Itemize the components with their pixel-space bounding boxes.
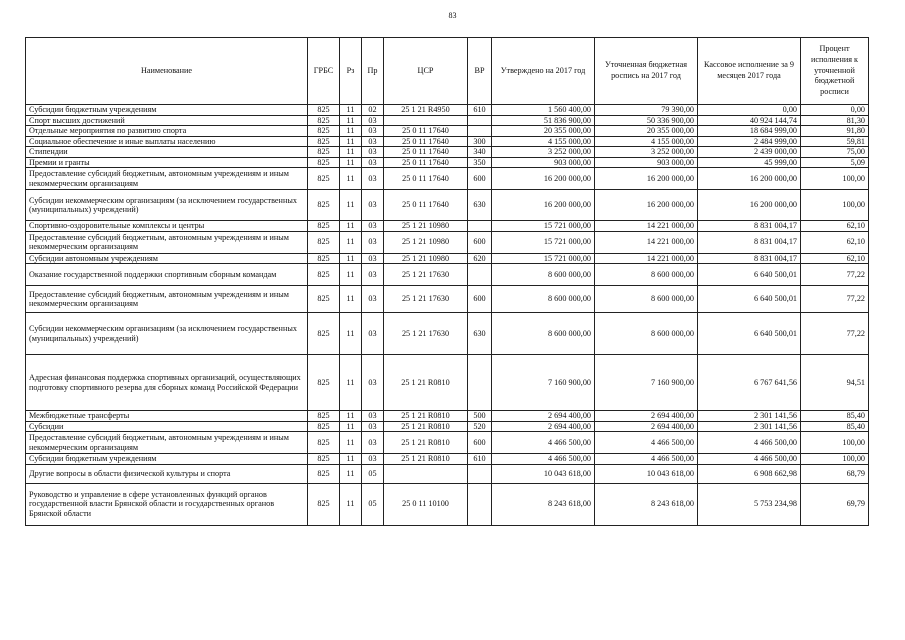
row-grbs: 825 — [308, 190, 340, 221]
row-rz: 11 — [340, 313, 362, 355]
row-grbs: 825 — [308, 105, 340, 116]
row-grbs: 825 — [308, 231, 340, 253]
row-revised: 3 252 000,00 — [595, 147, 698, 158]
row-percent: 75,00 — [801, 147, 869, 158]
header-rz: Рз — [340, 38, 362, 105]
row-cash: 18 684 999,00 — [698, 126, 801, 137]
table-row — [26, 126, 869, 137]
row-vr: 630 — [468, 313, 492, 355]
row-grbs: 825 — [308, 355, 340, 411]
row-rz: 11 — [340, 221, 362, 232]
row-name: Премии и гранты — [26, 157, 308, 168]
row-csr: 25 1 21 R0810 — [384, 432, 468, 454]
row-approved: 4 155 000,00 — [492, 136, 595, 147]
table-row — [26, 411, 869, 422]
row-rz: 11 — [340, 264, 362, 286]
row-pr: 03 — [362, 313, 384, 355]
row-cash: 6 767 641,56 — [698, 355, 801, 411]
row-name: Другие вопросы в области физической культуры и спорта — [26, 464, 308, 483]
row-vr — [468, 115, 492, 126]
row-cash: 8 831 004,17 — [698, 231, 801, 253]
row-name: Предоставление субсидий бюджетным, автономным учреждениям и иным некоммерческим организациям — [26, 168, 308, 190]
row-grbs: 825 — [308, 432, 340, 454]
row-csr — [384, 115, 468, 126]
row-approved: 4 466 500,00 — [492, 454, 595, 465]
row-approved: 8 600 000,00 — [492, 286, 595, 313]
row-cash: 16 200 000,00 — [698, 168, 801, 190]
row-vr — [468, 355, 492, 411]
row-csr: 25 1 21 R0810 — [384, 421, 468, 432]
row-rz: 11 — [340, 126, 362, 137]
row-approved: 15 721 000,00 — [492, 253, 595, 264]
row-pr: 03 — [362, 136, 384, 147]
row-name: Оказание государственной поддержки спортивным сборным командам — [26, 264, 308, 286]
row-vr: 350 — [468, 157, 492, 168]
row-revised: 7 160 900,00 — [595, 355, 698, 411]
table-row — [26, 264, 869, 286]
row-name: Спорт высших достижений — [26, 115, 308, 126]
row-vr — [468, 126, 492, 137]
table-row — [26, 464, 869, 483]
header-percent: Процент исполнения к уточненной бюджетной росписи — [801, 38, 869, 105]
row-cash: 8 831 004,17 — [698, 221, 801, 232]
row-pr: 03 — [362, 421, 384, 432]
row-rz: 11 — [340, 464, 362, 483]
row-csr: 25 1 21 10980 — [384, 253, 468, 264]
row-approved: 16 200 000,00 — [492, 190, 595, 221]
row-pr: 03 — [362, 264, 384, 286]
table-row — [26, 168, 869, 190]
row-name: Предоставление субсидий бюджетным, автономным учреждениям и иным некоммерческим организациям — [26, 231, 308, 253]
row-percent: 85,40 — [801, 411, 869, 422]
row-percent: 69,79 — [801, 483, 869, 525]
row-pr: 03 — [362, 147, 384, 158]
row-percent: 100,00 — [801, 190, 869, 221]
row-csr: 25 1 21 R4950 — [384, 105, 468, 116]
row-percent: 59,81 — [801, 136, 869, 147]
row-rz: 11 — [340, 190, 362, 221]
row-vr: 610 — [468, 105, 492, 116]
row-vr: 630 — [468, 190, 492, 221]
row-name: Субсидии бюджетным учреждениям — [26, 454, 308, 465]
header-grbs: ГРБС — [308, 38, 340, 105]
row-revised: 8 600 000,00 — [595, 313, 698, 355]
row-cash: 6 908 662,98 — [698, 464, 801, 483]
row-pr: 03 — [362, 355, 384, 411]
row-csr: 25 1 21 10980 — [384, 231, 468, 253]
table-row — [26, 286, 869, 313]
table-row — [26, 454, 869, 465]
row-approved: 2 694 400,00 — [492, 411, 595, 422]
row-vr: 600 — [468, 286, 492, 313]
row-approved: 1 560 400,00 — [492, 105, 595, 116]
table-row — [26, 313, 869, 355]
row-csr — [384, 464, 468, 483]
row-revised: 8 600 000,00 — [595, 264, 698, 286]
row-grbs: 825 — [308, 147, 340, 158]
row-vr — [468, 264, 492, 286]
row-rz: 11 — [340, 136, 362, 147]
row-csr: 25 0 11 17640 — [384, 126, 468, 137]
row-revised: 14 221 000,00 — [595, 253, 698, 264]
row-percent: 94,51 — [801, 355, 869, 411]
row-pr: 03 — [362, 432, 384, 454]
row-pr: 03 — [362, 221, 384, 232]
row-pr: 03 — [362, 115, 384, 126]
row-revised: 79 390,00 — [595, 105, 698, 116]
row-percent: 100,00 — [801, 432, 869, 454]
row-approved: 3 252 000,00 — [492, 147, 595, 158]
row-approved: 8 600 000,00 — [492, 313, 595, 355]
row-vr: 300 — [468, 136, 492, 147]
row-name: Субсидии некоммерческим организациям (за исключением государственных (муниципальных) учреждений) — [26, 190, 308, 221]
header-pr: Пр — [362, 38, 384, 105]
row-name: Субсидии — [26, 421, 308, 432]
row-approved: 10 043 618,00 — [492, 464, 595, 483]
row-vr: 500 — [468, 411, 492, 422]
row-percent: 85,40 — [801, 421, 869, 432]
row-cash: 2 484 999,00 — [698, 136, 801, 147]
row-grbs: 825 — [308, 168, 340, 190]
row-approved: 15 721 000,00 — [492, 231, 595, 253]
row-revised: 14 221 000,00 — [595, 231, 698, 253]
table-body — [26, 105, 869, 526]
row-approved: 51 836 900,00 — [492, 115, 595, 126]
row-percent: 100,00 — [801, 168, 869, 190]
row-percent: 5,09 — [801, 157, 869, 168]
row-rz: 11 — [340, 115, 362, 126]
row-pr: 03 — [362, 157, 384, 168]
header-revised: Уточненная бюджетная роспись на 2017 год — [595, 38, 698, 105]
row-rz: 11 — [340, 253, 362, 264]
header-cash: Кассовое исполнение за 9 месяцев 2017 года — [698, 38, 801, 105]
row-vr: 520 — [468, 421, 492, 432]
row-percent: 0,00 — [801, 105, 869, 116]
row-grbs: 825 — [308, 454, 340, 465]
header-csr: ЦСР — [384, 38, 468, 105]
row-rz: 11 — [340, 355, 362, 411]
header-vr: ВР — [468, 38, 492, 105]
row-grbs: 825 — [308, 115, 340, 126]
row-name: Субсидии автономным учреждениям — [26, 253, 308, 264]
row-pr: 03 — [362, 168, 384, 190]
row-csr: 25 0 11 10100 — [384, 483, 468, 525]
row-cash: 4 466 500,00 — [698, 432, 801, 454]
table-row — [26, 355, 869, 411]
row-percent: 62,10 — [801, 221, 869, 232]
row-csr: 25 1 21 17630 — [384, 313, 468, 355]
row-revised: 4 466 500,00 — [595, 454, 698, 465]
row-grbs: 825 — [308, 253, 340, 264]
row-csr: 25 0 11 17640 — [384, 157, 468, 168]
row-csr: 25 1 21 17630 — [384, 286, 468, 313]
row-grbs: 825 — [308, 464, 340, 483]
row-percent: 100,00 — [801, 454, 869, 465]
row-revised: 2 694 400,00 — [595, 411, 698, 422]
row-revised: 2 694 400,00 — [595, 421, 698, 432]
row-pr: 03 — [362, 454, 384, 465]
budget-table — [25, 37, 869, 526]
row-cash: 40 924 144,74 — [698, 115, 801, 126]
row-revised: 8 600 000,00 — [595, 286, 698, 313]
row-name: Социальное обеспечение и иные выплаты населению — [26, 136, 308, 147]
row-grbs: 825 — [308, 421, 340, 432]
row-grbs: 825 — [308, 411, 340, 422]
row-percent: 91,80 — [801, 126, 869, 137]
row-pr: 05 — [362, 483, 384, 525]
row-grbs: 825 — [308, 136, 340, 147]
row-vr — [468, 483, 492, 525]
row-approved: 4 466 500,00 — [492, 432, 595, 454]
row-percent: 68,79 — [801, 464, 869, 483]
row-cash: 6 640 500,01 — [698, 313, 801, 355]
row-csr: 25 0 11 17640 — [384, 190, 468, 221]
row-approved: 20 355 000,00 — [492, 126, 595, 137]
row-rz: 11 — [340, 432, 362, 454]
row-revised: 4 466 500,00 — [595, 432, 698, 454]
row-csr: 25 1 21 10980 — [384, 221, 468, 232]
table-row — [26, 253, 869, 264]
table-row — [26, 483, 869, 525]
row-cash: 8 831 004,17 — [698, 253, 801, 264]
row-revised: 20 355 000,00 — [595, 126, 698, 137]
row-percent: 62,10 — [801, 253, 869, 264]
row-csr: 25 0 11 17640 — [384, 136, 468, 147]
row-pr: 03 — [362, 231, 384, 253]
table-row — [26, 147, 869, 158]
row-vr: 600 — [468, 231, 492, 253]
header-approved: Утверждено на 2017 год — [492, 38, 595, 105]
row-percent: 77,22 — [801, 264, 869, 286]
row-cash: 6 640 500,01 — [698, 264, 801, 286]
header-name: Наименование — [26, 38, 308, 105]
row-csr: 25 1 21 R0810 — [384, 355, 468, 411]
row-approved: 15 721 000,00 — [492, 221, 595, 232]
row-pr: 03 — [362, 253, 384, 264]
row-approved: 903 000,00 — [492, 157, 595, 168]
row-revised: 16 200 000,00 — [595, 168, 698, 190]
row-vr: 620 — [468, 253, 492, 264]
row-cash: 6 640 500,01 — [698, 286, 801, 313]
row-grbs: 825 — [308, 221, 340, 232]
row-grbs: 825 — [308, 264, 340, 286]
row-revised: 16 200 000,00 — [595, 190, 698, 221]
row-cash: 2 439 000,00 — [698, 147, 801, 158]
row-cash: 4 466 500,00 — [698, 454, 801, 465]
row-name: Предоставление субсидий бюджетным, автономным учреждениям и иным некоммерческим организациям — [26, 432, 308, 454]
header-row — [26, 38, 869, 105]
row-name: Субсидии бюджетным учреждениям — [26, 105, 308, 116]
row-csr: 25 1 21 17630 — [384, 264, 468, 286]
table-row — [26, 432, 869, 454]
row-name: Руководство и управление в сфере установленных функций органов государственной власти Брянской области и государственных органов Брянской области — [26, 483, 308, 525]
row-csr: 25 0 11 17640 — [384, 147, 468, 158]
row-cash: 0,00 — [698, 105, 801, 116]
row-grbs: 825 — [308, 313, 340, 355]
row-rz: 11 — [340, 147, 362, 158]
row-rz: 11 — [340, 231, 362, 253]
row-approved: 16 200 000,00 — [492, 168, 595, 190]
row-pr: 03 — [362, 411, 384, 422]
row-cash: 45 999,00 — [698, 157, 801, 168]
row-vr: 610 — [468, 454, 492, 465]
row-rz: 11 — [340, 168, 362, 190]
row-approved: 7 160 900,00 — [492, 355, 595, 411]
row-revised: 903 000,00 — [595, 157, 698, 168]
row-csr: 25 1 21 R0810 — [384, 411, 468, 422]
row-vr — [468, 221, 492, 232]
row-revised: 4 155 000,00 — [595, 136, 698, 147]
row-vr — [468, 464, 492, 483]
row-rz: 11 — [340, 286, 362, 313]
table-row — [26, 231, 869, 253]
row-revised: 50 336 900,00 — [595, 115, 698, 126]
row-vr: 340 — [468, 147, 492, 158]
row-name: Стипендии — [26, 147, 308, 158]
row-vr: 600 — [468, 168, 492, 190]
row-percent: 77,22 — [801, 313, 869, 355]
row-name: Отдельные мероприятия по развитию спорта — [26, 126, 308, 137]
row-approved: 8 243 618,00 — [492, 483, 595, 525]
row-rz: 11 — [340, 421, 362, 432]
table-row — [26, 221, 869, 232]
row-revised: 8 243 618,00 — [595, 483, 698, 525]
table-row — [26, 421, 869, 432]
row-grbs: 825 — [308, 126, 340, 137]
row-grbs: 825 — [308, 286, 340, 313]
row-cash: 2 301 141,56 — [698, 421, 801, 432]
row-pr: 02 — [362, 105, 384, 116]
row-cash: 2 301 141,56 — [698, 411, 801, 422]
table-row — [26, 190, 869, 221]
row-csr: 25 0 11 17640 — [384, 168, 468, 190]
row-name: Адресная финансовая поддержка спортивных организаций, осуществляющих подготовку спортивного резерва для сборных команд Российской Федерации — [26, 355, 308, 411]
row-cash: 16 200 000,00 — [698, 190, 801, 221]
table-row — [26, 136, 869, 147]
row-grbs: 825 — [308, 483, 340, 525]
row-name: Субсидии некоммерческим организациям (за исключением государственных (муниципальных) учреждений) — [26, 313, 308, 355]
row-grbs: 825 — [308, 157, 340, 168]
page-number: 83 — [448, 11, 457, 20]
row-rz: 11 — [340, 454, 362, 465]
row-pr: 03 — [362, 190, 384, 221]
table-row — [26, 105, 869, 116]
row-pr: 05 — [362, 464, 384, 483]
row-cash: 5 753 234,98 — [698, 483, 801, 525]
row-percent: 77,22 — [801, 286, 869, 313]
row-approved: 8 600 000,00 — [492, 264, 595, 286]
row-pr: 03 — [362, 286, 384, 313]
row-percent: 62,10 — [801, 231, 869, 253]
row-rz: 11 — [340, 157, 362, 168]
row-rz: 11 — [340, 483, 362, 525]
row-name: Межбюджетные трансферты — [26, 411, 308, 422]
row-revised: 14 221 000,00 — [595, 221, 698, 232]
row-name: Предоставление субсидий бюджетным, автономным учреждениям и иным некоммерческим организациям — [26, 286, 308, 313]
row-revised: 10 043 618,00 — [595, 464, 698, 483]
row-vr: 600 — [468, 432, 492, 454]
row-name: Спортивно-оздоровительные комплексы и центры — [26, 221, 308, 232]
row-rz: 11 — [340, 105, 362, 116]
row-percent: 81,30 — [801, 115, 869, 126]
row-csr: 25 1 21 R0810 — [384, 454, 468, 465]
row-rz: 11 — [340, 411, 362, 422]
row-pr: 03 — [362, 126, 384, 137]
row-approved: 2 694 400,00 — [492, 421, 595, 432]
table-row — [26, 157, 869, 168]
table-row — [26, 115, 869, 126]
